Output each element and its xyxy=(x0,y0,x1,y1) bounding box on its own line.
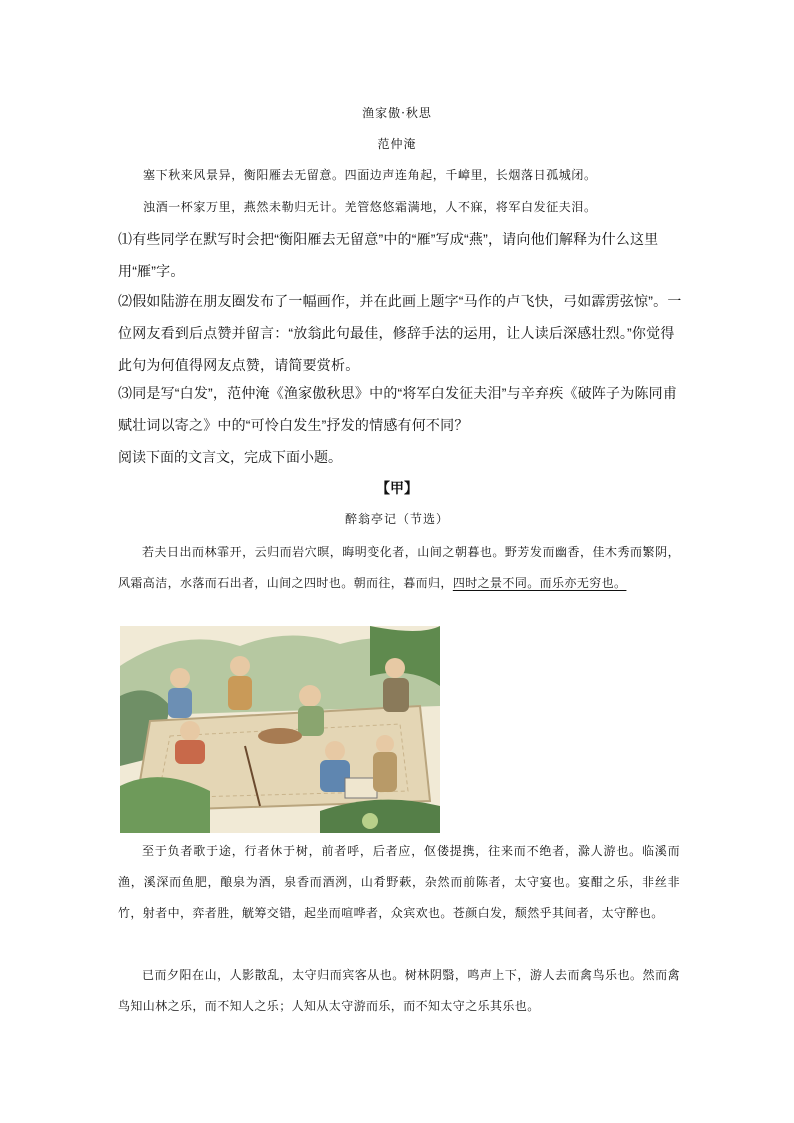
figure-head xyxy=(299,685,321,707)
banquet-scene-illustration xyxy=(120,626,440,833)
musician-head xyxy=(385,658,405,678)
question-2: ⑵假如陆游在朋友圈发布了一幅画作，并在此画上题字“马作的卢飞快，弓如霹雳弦惊”。一位网友看到后点赞并留言：“放翁此句最佳，修辞手法的运用，让人读后深感壮烈。”你觉得此句为何值得网友点赞，请简要赏析。 xyxy=(118,293,682,373)
seated-guest-head xyxy=(180,721,200,741)
reading-instruction: 阅读下面的文言文，完成下面小题。 xyxy=(118,449,342,465)
section-label: 【甲】 xyxy=(376,480,418,496)
dancer-head xyxy=(230,656,250,676)
poem-line-1: 塞下秋来风景异，衡阳雁去无留意。四面边声连角起，千嶂里，长烟落日孤城闭。 xyxy=(143,168,597,182)
go-board xyxy=(345,778,377,798)
vegetable-basket xyxy=(362,813,378,829)
question-3: ⑶同是写“白发”，范仲淹《渔家傲秋思》中的“将军白发征夫泪”与辛弃疾《破阵子为陈同甫赋壮词以寄之》中的“可怜白发生”抒发的情感有何不同？ xyxy=(118,385,678,433)
guest-robe xyxy=(168,688,192,718)
essay-paragraph-3: 已而夕阳在山，人影散乱，太守归而宾客从也。树林阴翳，鸣声上下，游人去而禽鸟乐也。然而禽鸟知山林之乐，而不知人之乐；人知从太守游而乐，而不知太守之乐其乐也。 xyxy=(118,968,680,1013)
essay-paragraph-1-text: 若夫日出而林霏开，云归而岩穴暝，晦明变化者，山间之朝暮也。野芳发而幽香，佳木秀而繁阴，风霜高洁，水落而石出者，山间之四时也。朝而往，暮而归， xyxy=(118,545,680,590)
underlined-sentence: 四时之景不同。而乐亦无穷也。 xyxy=(452,576,627,590)
poem-author: 范仲淹 xyxy=(377,137,417,151)
guest-head xyxy=(170,668,190,688)
food-platter xyxy=(258,728,302,744)
onlooker-head xyxy=(376,735,394,753)
figure-robe xyxy=(298,706,324,736)
poem-line-2: 浊酒一杯家万里，燕然未勒归无计。羌管悠悠霜满地，人不寐，将军白发征夫泪。 xyxy=(143,200,597,214)
player-head xyxy=(325,741,345,761)
question-1: ⑴有些同学在默写时会把“衡阳雁去无留意”中的“雁”写成“燕”，请向他们解释为什么这里用“雁”字。 xyxy=(118,231,659,279)
essay-paragraph-1 xyxy=(118,537,680,599)
seated-guest-robe xyxy=(175,740,205,764)
essay-paragraph-2: 至于负者歌于途，行者休于树，前者呼，后者应，伛偻提携，往来而不绝者，滁人游也。临溪而渔，溪深而鱼肥，酿泉为酒，泉香而酒洌，山肴野蔌，杂然而前陈者，太守宴也。宴酣之乐，非丝非竹，射者中，弈者胜，觥筹交错，起坐而喧哗者，众宾欢也。苍颜白发，颓然乎其间者，太守醉也。 xyxy=(118,844,680,920)
poem-title: 渔家傲·秋思 xyxy=(362,106,432,120)
foreground-bush xyxy=(120,777,210,833)
dancer-robe xyxy=(228,676,252,710)
musician-robe xyxy=(383,678,409,712)
onlooker-robe xyxy=(373,752,397,792)
essay-title: 醉翁亭记（节选） xyxy=(344,512,449,526)
